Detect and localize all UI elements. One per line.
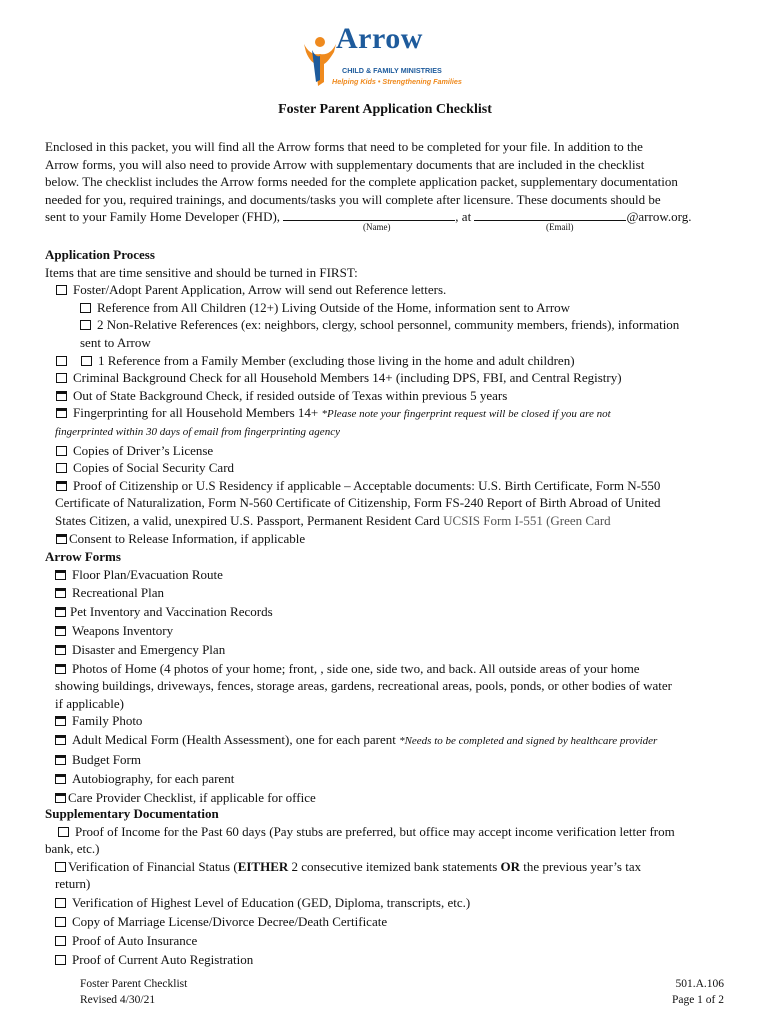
checkbox[interactable] [56, 534, 67, 544]
checklist-item [45, 387, 735, 405]
item-label: Out of State Background Check, if resided outside of Texas within previous 5 years [73, 387, 508, 403]
item-label-cont: if applicable) [55, 695, 124, 711]
checkbox[interactable] [58, 827, 69, 837]
checklist-item [45, 641, 735, 660]
item-label: Copy of Marriage License/Divorce Decree/Death Certificate [72, 913, 388, 929]
checklist-item [45, 584, 735, 603]
arrow-forms-heading: Arrow Forms [45, 549, 121, 564]
item-label: Proof of Current Auto Registration [72, 951, 254, 967]
checklist-item [45, 530, 735, 548]
logo-name: Arrow [336, 22, 423, 55]
item-note: *Needs to be completed and signed by healthcare provider [399, 735, 658, 748]
item-label: 2 consecutive itemized bank statements [288, 858, 501, 874]
checkbox[interactable] [56, 356, 67, 366]
checkbox[interactable] [56, 285, 67, 295]
checkbox[interactable] [55, 793, 66, 803]
item-label: Copies of Driver’s License [73, 442, 214, 458]
checklist-item [45, 712, 735, 731]
checklist-item [45, 477, 735, 495]
checklist-item [45, 299, 735, 317]
footer-page-number: Page 1 of 2 [671, 994, 724, 1006]
supplementary-section [45, 805, 735, 969]
intro-line: below. The checklist includes the Arrow forms needed for the complete application packet, supplementary documentation [45, 174, 678, 190]
application-process-section [45, 246, 735, 547]
footer-doc-name: Foster Parent Checklist [80, 978, 188, 990]
checkbox[interactable] [55, 716, 66, 726]
item-note: fingerprinted within 30 days of email from fingerprinting agency [55, 425, 340, 438]
item-label: 1 Reference from a Family Member (excluding those living in the home and adult children) [98, 352, 575, 368]
checklist-item [45, 912, 735, 931]
intro-paragraph [45, 138, 735, 226]
item-label: Floor Plan/Evacuation Route [72, 566, 223, 582]
item-label: Verification of Highest Level of Education (GED, Diploma, transcripts, etc.) [72, 894, 471, 910]
item-label: Foster/Adopt Parent Application, Arrow will send out Reference letters. [73, 282, 447, 298]
item-label: Proof of Auto Insurance [72, 932, 198, 948]
item-label: 2 Non-Relative References (ex: neighbors, clergy, school personnel, community members, friends), information [97, 317, 680, 333]
checkbox[interactable] [56, 373, 67, 383]
item-label-gray: UCSIS Form I-551 (Green Card [443, 512, 611, 528]
checkbox[interactable] [55, 936, 66, 946]
item-label-cont: bank, etc.) [45, 841, 100, 857]
checklist-item [45, 893, 735, 912]
checkbox[interactable] [55, 626, 66, 636]
checklist-item [45, 950, 735, 969]
checklist-item [45, 603, 735, 622]
checkbox[interactable] [55, 607, 66, 617]
intro-line: Arrow forms, you will also need to provide Arrow with supplementary documents that are included in the checklist [45, 156, 645, 172]
checkbox[interactable] [55, 862, 66, 872]
item-label-text: States Citizen, a valid, unexpired U.S. Passport, Permanent Resident Card [55, 512, 444, 528]
item-label-bold: EITHER [237, 858, 289, 874]
item-label: Copies of Social Security Card [73, 460, 235, 476]
intro-line: needed for you, required trainings, and documents/tasks you will complete after licensure. These documents should be [45, 191, 661, 207]
checklist-item [45, 731, 735, 751]
footer-right [672, 976, 724, 1008]
item-label: Adult Medical Form (Health Assessment), one for each parent [72, 732, 400, 748]
item-label-cont: showing buildings, driveways, fences, storage areas, gardens, recreational areas, pools, ponds, or other bodies of water [55, 678, 672, 694]
item-label: Verification of Financial Status ( [68, 858, 238, 874]
checklist-item [45, 404, 735, 424]
checkbox[interactable] [55, 955, 66, 965]
item-label: Care Provider Checklist, if applicable for office [68, 789, 316, 805]
item-label: Disaster and Emergency Plan [72, 641, 226, 657]
name-field-label: (Name) [363, 222, 391, 232]
item-label-cont: Certificate of Naturalization, Form N-560 Certificate of Citizenship, Form FS-240 Report of Birth Abroad of United [55, 495, 661, 511]
checkbox[interactable] [55, 570, 66, 580]
intro-domain-text: @arrow.org. [626, 209, 692, 225]
item-label: Weapons Inventory [72, 622, 174, 638]
item-note: *Please note your fingerprint request will be closed if you are not [321, 408, 611, 421]
checkbox[interactable] [55, 755, 66, 765]
checkbox[interactable] [55, 898, 66, 908]
email-field-label: (Email) [546, 222, 574, 232]
checkbox[interactable] [55, 917, 66, 927]
logo-subtitle: CHILD & FAMILY MINISTRIES [342, 66, 442, 75]
checklist-item [45, 369, 735, 387]
item-label: Criminal Background Check for all Household Members 14+ (including DPS, FBI, and Central Registry) [73, 370, 622, 386]
checkbox[interactable] [81, 356, 92, 366]
item-label: Family Photo [72, 713, 143, 729]
item-label: Recreational Plan [72, 585, 165, 601]
intro-at-text: , at [455, 209, 475, 225]
checkbox[interactable] [56, 391, 67, 401]
checklist-item [45, 660, 735, 678]
logo-tagline: Helping Kids • Strengthening Families [332, 77, 462, 86]
footer-revised: Revised 4/30/21 [80, 994, 156, 1006]
item-label: Autobiography, for each parent [72, 770, 235, 786]
item-label: Budget Form [72, 751, 141, 767]
checkbox[interactable] [56, 463, 67, 473]
item-label: the previous year’s tax [520, 858, 642, 874]
checklist-item [45, 316, 735, 334]
application-subheading: Items that are time sensitive and should be turned in FIRST: [45, 264, 358, 280]
footer-left [80, 976, 187, 1008]
checkbox[interactable] [55, 645, 66, 655]
checklist-item [45, 566, 735, 585]
supplementary-heading: Supplementary Documentation [45, 806, 219, 821]
arrow-forms-section [45, 548, 735, 807]
arrow-logo [300, 22, 470, 86]
item-label: Proof of Citizenship or U.S Residency if applicable – Acceptable documents: U.S. Birth Certificate, Form N-550 [73, 477, 661, 493]
checklist-item [45, 931, 735, 950]
checklist-item [45, 858, 735, 876]
checklist-item [45, 823, 735, 841]
page-title: Foster Parent Application Checklist [278, 102, 492, 117]
item-label-bold: OR [500, 858, 521, 874]
item-label: Pet Inventory and Vaccination Records [70, 604, 273, 620]
item-label-cont: sent to Arrow [80, 334, 151, 350]
item-label: Proof of Income for the Past 60 days (Pay stubs are preferred, but office may accept income verification letter from [75, 823, 675, 839]
checklist-item [45, 281, 735, 299]
item-label: Consent to Release Information, if applicable [69, 530, 306, 546]
checkbox[interactable] [80, 303, 91, 313]
checkbox[interactable] [55, 588, 66, 598]
item-label-cont [45, 512, 735, 530]
intro-fhd-text: sent to your Family Home Developer (FHD), [45, 209, 284, 225]
checklist-item [45, 622, 735, 641]
checkbox[interactable] [56, 481, 67, 491]
item-label: Fingerprinting for all Household Members 14+ [73, 405, 322, 421]
checkbox[interactable] [55, 664, 66, 674]
checkbox[interactable] [56, 446, 67, 456]
item-label: Reference from All Children (12+) Living Outside of the Home, information sent to Arrow [97, 299, 571, 315]
checkbox[interactable] [56, 408, 67, 418]
application-heading: Application Process [45, 247, 155, 262]
item-label: Photos of Home (4 photos of your home; front, , side one, side two, and back. All outside areas of your home [72, 660, 640, 676]
checklist-item [45, 442, 735, 460]
footer-form-number: 501.A.106 [675, 978, 724, 990]
checklist-item [45, 751, 735, 770]
intro-line: Enclosed in this packet, you will find all the Arrow forms that need to be completed for your file. In addition to the [45, 139, 643, 154]
checkbox[interactable] [55, 735, 66, 745]
checklist-item [45, 352, 735, 370]
checkbox[interactable] [55, 774, 66, 784]
checklist-item [45, 770, 735, 789]
checklist-item [45, 459, 735, 477]
checkbox[interactable] [80, 320, 91, 330]
item-label-cont: return) [55, 876, 91, 892]
